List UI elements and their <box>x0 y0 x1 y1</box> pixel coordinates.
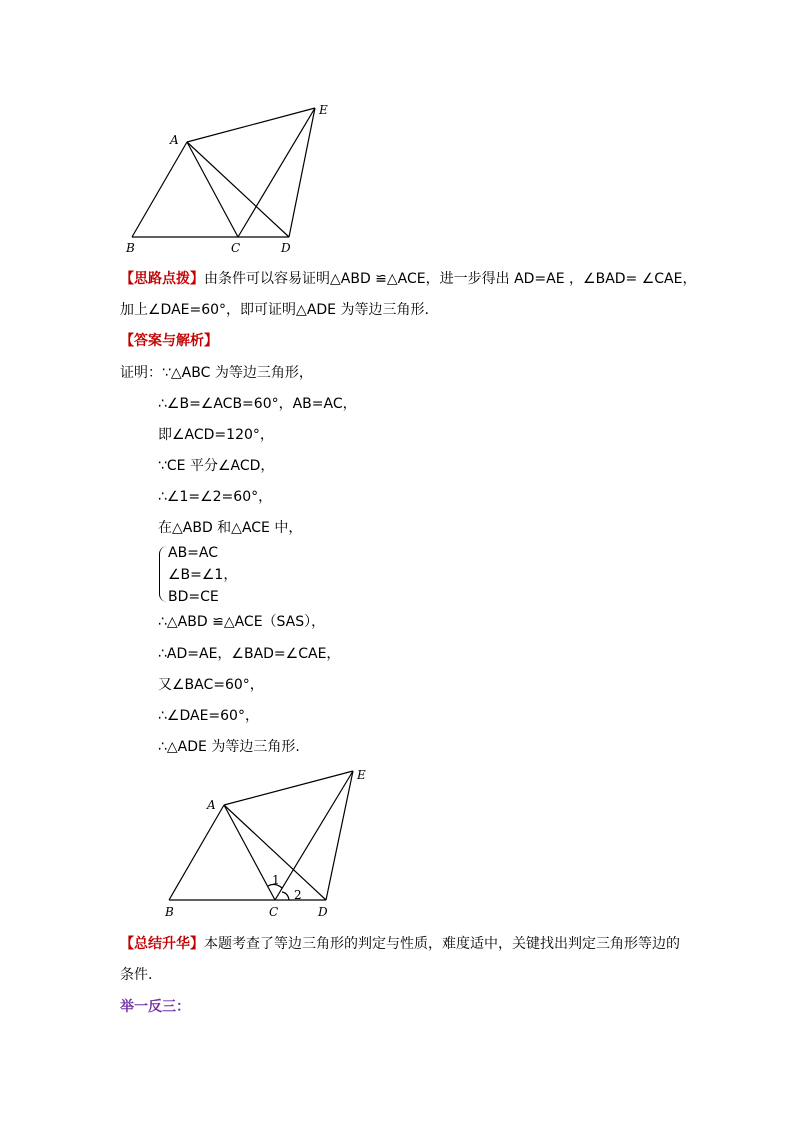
summary-text-1: 本题考查了等边三角形的判定与性质，难度适中，关键找出判定三角形等边的 <box>204 936 680 952</box>
proof-step: 又∠BAC=60°， <box>158 677 264 693</box>
hint-line-1 <box>120 269 696 289</box>
hint-line-2: 加上∠DAE=60°，即可证明△ADE 为等边三角形. <box>120 302 429 318</box>
system-eq-1: AB=AC <box>168 545 219 561</box>
geometry-figure-1 <box>120 98 350 258</box>
label-A: A <box>170 133 179 147</box>
label-C: C <box>269 905 279 919</box>
proof-step: ∵CE 平分∠ACD， <box>158 458 275 474</box>
proof-step: ∴∠B=∠ACB=60°，AB=AC， <box>158 396 357 412</box>
summary-tag: 【总结升华】 <box>120 936 204 952</box>
proof-step: 即∠ACD=120°， <box>158 427 274 443</box>
answer-tag: 【答案与解析】 <box>120 333 218 349</box>
label-angle-2: 2 <box>294 888 302 902</box>
proof-step: 证明：∵△ABC 为等边三角形， <box>120 365 313 381</box>
label-B: B <box>165 905 174 919</box>
system-eq-2: ∠B=∠1， <box>168 567 238 583</box>
label-C: C <box>231 241 241 255</box>
hint-tag: 【思路点拨】 <box>120 271 204 287</box>
practice-tag: 举一反三： <box>120 999 190 1015</box>
proof-step: ∴∠DAE=60°， <box>158 708 259 724</box>
proof-step: 在△ABD 和△ACE 中， <box>158 520 303 536</box>
label-D: D <box>318 905 328 919</box>
label-angle-1: 1 <box>272 873 280 887</box>
geometry-figure-2 <box>160 762 380 922</box>
label-D: D <box>281 241 291 255</box>
proof-step: ∴AD=AE，∠BAD=∠CAE， <box>158 646 341 662</box>
label-E: E <box>319 103 328 117</box>
label-B: B <box>126 241 135 255</box>
summary-line-1 <box>120 934 680 954</box>
proof-step: ∴△ADE 为等边三角形. <box>158 739 300 755</box>
label-A: A <box>207 798 216 812</box>
system-brace <box>159 546 168 602</box>
label-E: E <box>357 768 366 782</box>
summary-line-2: 条件. <box>120 967 153 983</box>
proof-step: ∴∠1=∠2=60°， <box>158 489 273 505</box>
proof-step: ∴△ABD ≌△ACE（SAS）， <box>158 614 326 630</box>
system-eq-3: BD=CE <box>168 589 219 605</box>
hint-text-1: 由条件可以容易证明△ABD ≌△ACE，进一步得出 AD=AE ，∠BAD= ∠CAE， <box>204 271 697 287</box>
